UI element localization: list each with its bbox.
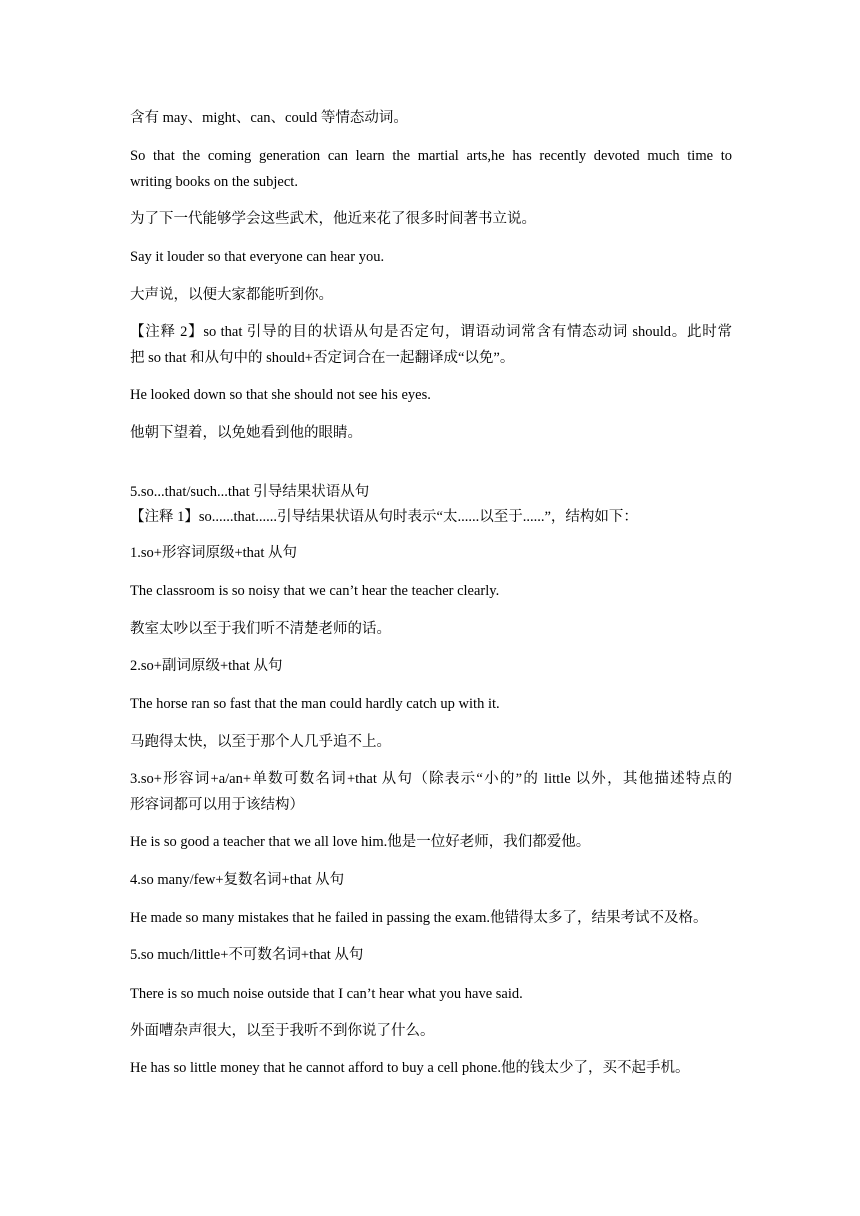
example-sentence-mixed: He made so many mistakes that he failed in passing the exam.他错得太多了，结果考试不及格。 xyxy=(130,910,708,926)
structure-3: 3.so+形容词+a/an+单数可数名词+that 从句（除表示“小的”的 little 以外，其他描述特点的 xyxy=(130,771,732,787)
example-sentence-en: The horse ran so fast that the man could hardly catch up with it. xyxy=(130,696,500,712)
structure-1: 1.so+形容词原级+that 从句 xyxy=(130,545,297,561)
note-2-cont: 把 so that 和从句中的 should+否定词合在一起翻译成“以免”。 xyxy=(130,350,515,366)
example-translation-zh: 大声说，以便大家都能听到你。 xyxy=(130,287,333,303)
note-1-heading: 【注释 1】so......that......引导结果状语从句时表示“太......以至于......”，结构如下： xyxy=(130,509,638,525)
example-sentence-en: He looked down so that she should not see his eyes. xyxy=(130,387,431,403)
example-sentence-en: So that the coming generation can learn the martial arts,he has recently devoted much time to xyxy=(130,148,732,164)
example-sentence-mixed: He is so good a teacher that we all love him.他是一位好老师，我们都爱他。 xyxy=(130,834,591,850)
structure-4: 4.so many/few+复数名词+that 从句 xyxy=(130,872,345,888)
example-translation-zh: 马跑得太快，以至于那个人几乎追不上。 xyxy=(130,734,391,750)
example-sentence-en-cont: writing books on the subject. xyxy=(130,174,298,190)
example-translation-zh: 教室太吵以至于我们听不清楚老师的话。 xyxy=(130,621,391,637)
example-sentence-en: There is so much noise outside that I can’t hear what you have said. xyxy=(130,986,523,1002)
section-5-heading: 5.so...that/such...that 引导结果状语从句 xyxy=(130,484,370,500)
structure-2: 2.so+副词原级+that 从句 xyxy=(130,658,283,674)
example-translation-zh: 为了下一代能够学会这些武术，他近来花了很多时间著书立说。 xyxy=(130,211,536,227)
note-2-heading: 【注释 2】so that 引导的目的状语从句是否定句，谓语动词常含有情态动词 should。此时常 xyxy=(130,324,732,340)
structure-3-cont: 形容词都可以用于该结构） xyxy=(130,797,304,813)
example-translation-zh: 外面嘈杂声很大，以至于我听不到你说了什么。 xyxy=(130,1023,435,1039)
example-sentence-en: Say it louder so that everyone can hear you. xyxy=(130,249,385,265)
example-sentence-en: The classroom is so noisy that we can’t hear the teacher clearly. xyxy=(130,583,500,599)
example-sentence-mixed: He has so little money that he cannot afford to buy a cell phone.他的钱太少了，买不起手机。 xyxy=(130,1060,690,1076)
modal-verbs-note: 含有 may、might、can、could 等情态动词。 xyxy=(130,110,408,126)
example-translation-zh: 他朝下望着，以免她看到他的眼睛。 xyxy=(130,425,362,441)
structure-5: 5.so much/little+不可数名词+that 从句 xyxy=(130,947,364,963)
